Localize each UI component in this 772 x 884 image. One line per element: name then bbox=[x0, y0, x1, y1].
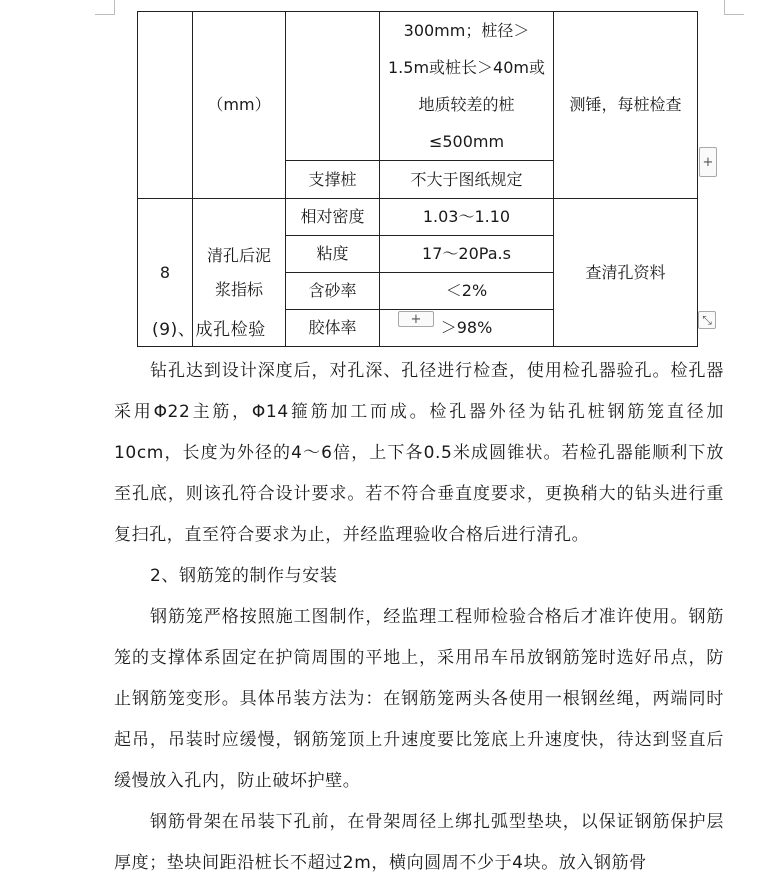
paragraph: 钻孔达到设计深度后，对孔深、孔径进行检查，使用检孔器验孔。检孔器采用Φ22主筋，Φ14箍筋加工而成。检孔器外径为钻孔桩钢筋笼直径加10cm，长度为外径的4～6倍，上下各0.5米成圆锥状。若检孔器能顺利下放至孔底，则该孔符合设计要求。若不符合垂直度要求，更换稍大的钻头进行重复扫孔，直至符合要求为止，并经监理验收合格后进行清孔。 bbox=[114, 361, 724, 545]
paragraph: 钢筋骨架在吊装下孔前，在骨架周径上绑扎弧型垫块，以保证钢筋保护层厚度；垫块间距沿桩长不超过2m，横向圆周不少于4块。放入钢筋骨 bbox=[114, 812, 724, 873]
section-heading-2: 2、钢筋笼的制作与安装 bbox=[150, 566, 338, 586]
body-text bbox=[114, 310, 724, 884]
table-cell-item: 含砂率 bbox=[286, 273, 380, 310]
table-cell-name: 清孔后泥浆指标 bbox=[193, 199, 286, 347]
crop-mark-right-v bbox=[724, 0, 725, 15]
table-cell-method: 查清孔资料 bbox=[554, 199, 698, 347]
section-heading-9: (9)、成孔检验 bbox=[152, 320, 266, 340]
crop-mark-right-h bbox=[724, 14, 744, 15]
table-cell-item: 支撑桩 bbox=[286, 161, 380, 199]
table-cell-standard: ＜2% bbox=[380, 273, 554, 310]
table-cell-standard: ＞98% bbox=[380, 310, 554, 347]
add-row-button[interactable]: + bbox=[398, 311, 434, 327]
inspection-table bbox=[137, 11, 698, 347]
table-cell-no-empty bbox=[138, 12, 193, 199]
table-resize-icon[interactable]: ⤡ bbox=[698, 311, 716, 329]
table-cell-standard: 1.03～1.10 bbox=[380, 199, 554, 236]
table-row bbox=[138, 12, 698, 161]
crop-mark-left-h bbox=[95, 14, 115, 15]
add-column-button[interactable]: + bbox=[699, 147, 717, 177]
table-cell-standard: 不大于图纸规定 bbox=[380, 161, 554, 199]
table-cell-unit: （mm） bbox=[193, 12, 286, 199]
table-cell-standard: 17～20Pa.s bbox=[380, 236, 554, 273]
table-cell-item: 胶体率 bbox=[286, 310, 380, 347]
table-cell-no: 8 bbox=[138, 199, 193, 347]
table-row bbox=[138, 199, 698, 236]
table-cell-standard: 300mm；桩径＞1.5m或桩长＞40m或地质较差的桩≤500mm bbox=[380, 12, 554, 161]
table-cell-method: 测锤，每桩检查 bbox=[554, 12, 698, 199]
crop-mark-left-v bbox=[114, 0, 115, 15]
table-cell-item-empty bbox=[286, 12, 380, 161]
paragraph: 钢筋笼严格按照施工图制作，经监理工程师检验合格后才准许使用。钢筋笼的支撑体系固定在护筒周围的平地上，采用吊车吊放钢筋笼时选好吊点，防止钢筋笼变形。具体吊装方法为：在钢筋笼两头各使用一根钢丝绳，两端同时起吊，吊装时应缓慢，钢筋笼顶上升速度要比笼底上升速度快，待达到竖直后缓慢放入孔内，防止破坏护壁。 bbox=[114, 607, 724, 791]
table-cell-item: 相对密度 bbox=[286, 199, 380, 236]
table-cell-item: 粘度 bbox=[286, 236, 380, 273]
